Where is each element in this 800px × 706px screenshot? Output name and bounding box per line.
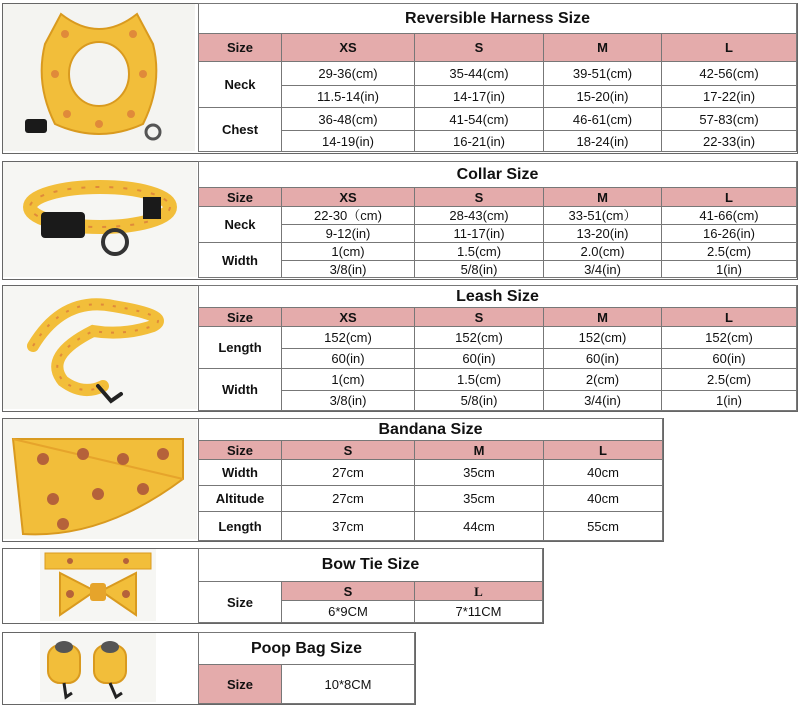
bowtie-table <box>198 548 543 623</box>
table-cell: 152(cm) <box>544 327 662 349</box>
bandana-title: Bandana Size <box>199 419 663 441</box>
table-cell: 39-51(cm) <box>544 62 662 86</box>
table-cell: 55cm <box>544 512 663 541</box>
table-cell: 3/8(in) <box>282 391 415 411</box>
header-s: S <box>415 34 544 62</box>
row-label-width: Width <box>199 369 282 411</box>
table-cell: 2(cm) <box>544 369 662 391</box>
harness-title: Reversible Harness Size <box>199 4 797 34</box>
header-size: Size <box>199 188 282 207</box>
table-cell: 3/4(in) <box>544 391 662 411</box>
header-l: L <box>662 188 797 207</box>
header-size: Size <box>199 34 282 62</box>
row-label-neck: Neck <box>199 62 282 108</box>
table-cell: 35cm <box>415 460 544 486</box>
header-s: S <box>282 441 415 460</box>
row-label-neck: Neck <box>199 207 282 243</box>
table-cell: 60(in) <box>544 349 662 369</box>
table-cell: 7*11CM <box>415 601 543 623</box>
table-cell: 40cm <box>544 486 663 512</box>
table-cell: 60(in) <box>282 349 415 369</box>
table-cell: 35-44(cm) <box>415 62 544 86</box>
header-s: S <box>415 308 544 327</box>
header-xs: XS <box>282 188 415 207</box>
poopbag-table <box>198 632 415 704</box>
table-cell: 27cm <box>282 486 415 512</box>
table-cell: 2.0(cm) <box>544 243 662 261</box>
table-cell: 44cm <box>415 512 544 541</box>
table-cell: 33-51(cm） <box>544 207 662 225</box>
header-s: S <box>282 582 415 601</box>
collar-photo <box>3 162 197 277</box>
bowtie-title: Bow Tie Size <box>199 549 543 582</box>
table-cell: 60(in) <box>415 349 544 369</box>
table-cell: 152(cm) <box>662 327 797 349</box>
header-size: Size <box>199 308 282 327</box>
poopbag-title: Poop Bag Size <box>199 633 415 665</box>
table-cell: 15-20(in) <box>544 86 662 108</box>
table-cell: 27cm <box>282 460 415 486</box>
table-cell: 3/4(in) <box>544 261 662 278</box>
row-label-chest: Chest <box>199 108 282 152</box>
table-cell: 22-30（cm) <box>282 207 415 225</box>
header-l: L <box>415 582 543 601</box>
table-cell: 3/8(in) <box>282 261 415 278</box>
table-cell: 5/8(in) <box>415 391 544 411</box>
row-label-size: Size <box>199 665 282 704</box>
table-cell: 46-61(cm) <box>544 108 662 131</box>
table-cell: 1(in) <box>662 261 797 278</box>
header-xs: XS <box>282 308 415 327</box>
header-l: L <box>662 34 797 62</box>
table-cell: 5/8(in) <box>415 261 544 278</box>
table-cell: 1(cm) <box>282 243 415 261</box>
table-cell: 22-33(in) <box>662 131 797 152</box>
table-cell: 60(in) <box>662 349 797 369</box>
leash-photo <box>3 286 197 409</box>
table-cell: 18-24(in) <box>544 131 662 152</box>
header-m: M <box>544 34 662 62</box>
table-cell: 9-12(in) <box>282 225 415 243</box>
row-label-altitude: Altitude <box>199 486 282 512</box>
table-cell: 10*8CM <box>282 665 415 704</box>
header-l: L <box>544 441 663 460</box>
table-cell: 36-48(cm) <box>282 108 415 131</box>
table-cell: 11-17(in) <box>415 225 544 243</box>
table-cell: 1(in) <box>662 391 797 411</box>
collar-title: Collar Size <box>199 162 797 188</box>
harness-photo <box>3 4 195 151</box>
bandana-photo <box>3 419 197 539</box>
harness-table <box>198 3 797 152</box>
table-cell: 16-21(in) <box>415 131 544 152</box>
row-label-length: Length <box>199 327 282 369</box>
leash-table <box>198 285 797 411</box>
poop-bag-photo <box>40 633 156 702</box>
table-cell: 14-19(in) <box>282 131 415 152</box>
table-cell: 14-17(in) <box>415 86 544 108</box>
header-s: S <box>415 188 544 207</box>
table-cell: 152(cm) <box>415 327 544 349</box>
table-cell: 6*9CM <box>282 601 415 623</box>
leash-title: Leash Size <box>199 286 797 308</box>
table-cell: 1.5(cm) <box>415 369 544 391</box>
table-cell: 35cm <box>415 486 544 512</box>
table-cell: 17-22(in) <box>662 86 797 108</box>
table-cell: 57-83(cm) <box>662 108 797 131</box>
table-cell: 28-43(cm) <box>415 207 544 225</box>
table-cell: 11.5-14(in) <box>282 86 415 108</box>
table-cell: 29-36(cm) <box>282 62 415 86</box>
row-label-width: Width <box>199 243 282 278</box>
table-cell: 42-56(cm) <box>662 62 797 86</box>
collar-table <box>198 161 797 278</box>
row-label-length: Length <box>199 512 282 541</box>
table-cell: 2.5(cm) <box>662 369 797 391</box>
header-xs: XS <box>282 34 415 62</box>
row-label-size: Size <box>199 582 282 623</box>
table-cell: 40cm <box>544 460 663 486</box>
table-cell: 41-54(cm) <box>415 108 544 131</box>
table-cell: 41-66(cm) <box>662 207 797 225</box>
header-m: M <box>544 188 662 207</box>
header-m: M <box>544 308 662 327</box>
header-l: L <box>662 308 797 327</box>
table-cell: 2.5(cm) <box>662 243 797 261</box>
bowtie-photo <box>40 549 156 621</box>
header-size: Size <box>199 441 282 460</box>
table-cell: 152(cm) <box>282 327 415 349</box>
bandana-table <box>198 418 663 541</box>
header-m: M <box>415 441 544 460</box>
table-cell: 13-20(in) <box>544 225 662 243</box>
table-cell: 1.5(cm) <box>415 243 544 261</box>
table-cell: 1(cm) <box>282 369 415 391</box>
table-cell: 37cm <box>282 512 415 541</box>
row-label-width: Width <box>199 460 282 486</box>
table-cell: 16-26(in) <box>662 225 797 243</box>
